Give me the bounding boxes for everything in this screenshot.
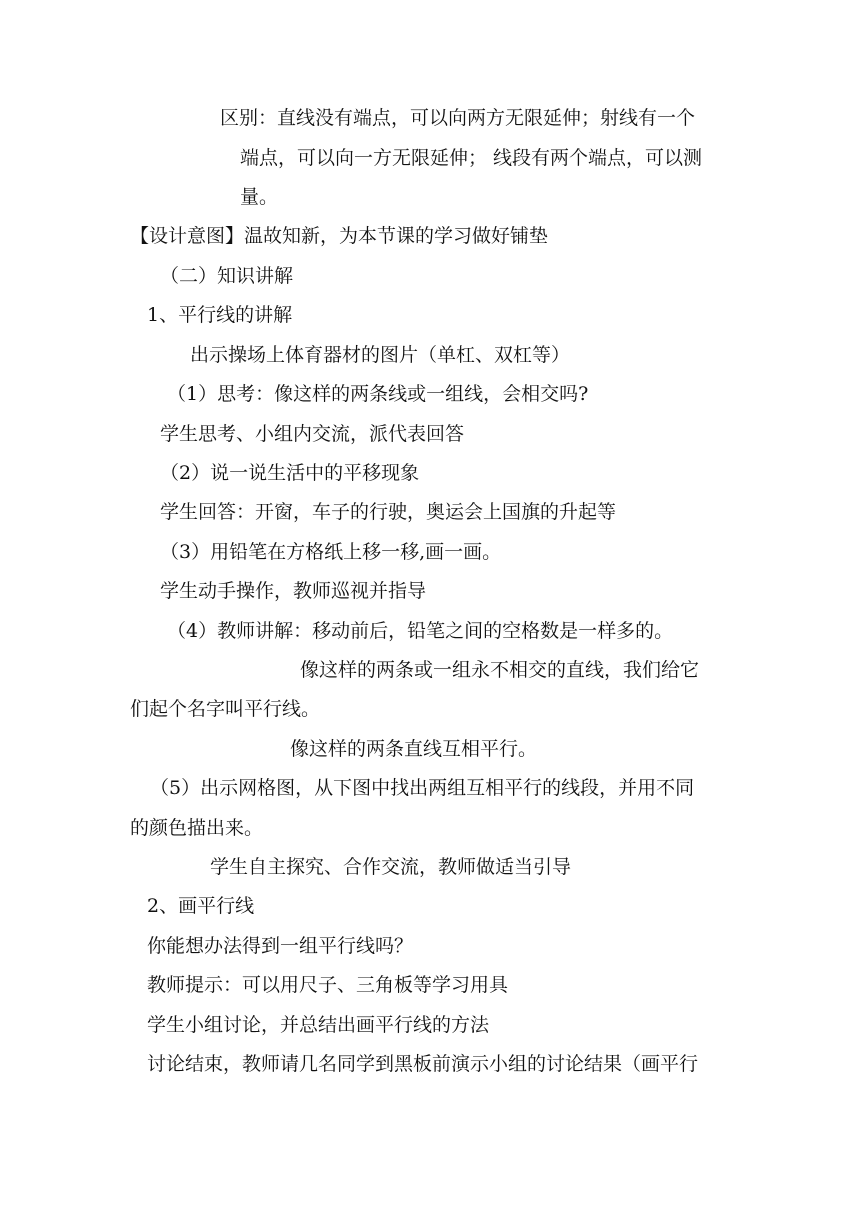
text-line-25: 讨论结束，教师请几名同学到黑板前演示小组的讨论结果（画平行 bbox=[147, 1053, 699, 1075]
text-line-3: 量。 bbox=[240, 186, 279, 208]
text-line-14: （4）教师讲解：移动前后，铅笔之间的空格数是一样多的。 bbox=[167, 620, 674, 642]
text-line-9: 学生思考、小组内交流，派代表回答 bbox=[160, 423, 465, 445]
text-line-23: 教师提示：可以用尺子、三角板等学习用具 bbox=[147, 974, 509, 996]
text-line-11: 学生回答：开窗，车子的行驶，奥运会上国旗的升起等 bbox=[160, 501, 617, 523]
text-line-10: （2）说一说生活中的平移现象 bbox=[160, 462, 420, 484]
text-line-24: 学生小组讨论，并总结出画平行线的方法 bbox=[147, 1014, 490, 1036]
text-line-16: 们起个名字叫平行线。 bbox=[130, 698, 321, 720]
text-line-13: 学生动手操作，教师巡视并指导 bbox=[160, 580, 427, 602]
text-line-17: 像这样的两条直线互相平行。 bbox=[290, 738, 538, 760]
subheading-parallel-lines: 1、平行线的讲解 bbox=[147, 304, 293, 326]
text-line-18: （5）出示网格图，从下图中找出两组互相平行的线段，并用不同 bbox=[150, 777, 695, 799]
design-intent-line: 【设计意图】温故知新，为本节课的学习做好铺垫 bbox=[130, 225, 549, 247]
text-line-20: 学生自主探究、合作交流，教师做适当引导 bbox=[210, 856, 572, 878]
text-line-1: 区别：直线没有端点，可以向两方无限延伸；射线有一个 bbox=[220, 107, 696, 129]
text-line-19: 的颜色描出来。 bbox=[130, 817, 264, 839]
text-line-15: 像这样的两条或一组永不相交的直线，我们给它 bbox=[300, 659, 700, 681]
subheading-draw-parallel: 2、画平行线 bbox=[147, 895, 255, 917]
text-line-12: （3）用铅笔在方格纸上移一移,画一画。 bbox=[160, 541, 502, 563]
text-line-8: （1）思考：像这样的两条线或一组线，会相交吗? bbox=[167, 383, 589, 405]
section-heading-2: （二）知识讲解 bbox=[160, 265, 294, 287]
text-line-7: 出示操场上体育器材的图片（单杠、双杠等） bbox=[190, 344, 571, 366]
text-line-22: 你能想办法得到一组平行线吗？ bbox=[147, 935, 414, 957]
text-line-2: 端点，可以向一方无限延伸； 线段有两个端点，可以测 bbox=[240, 147, 703, 169]
